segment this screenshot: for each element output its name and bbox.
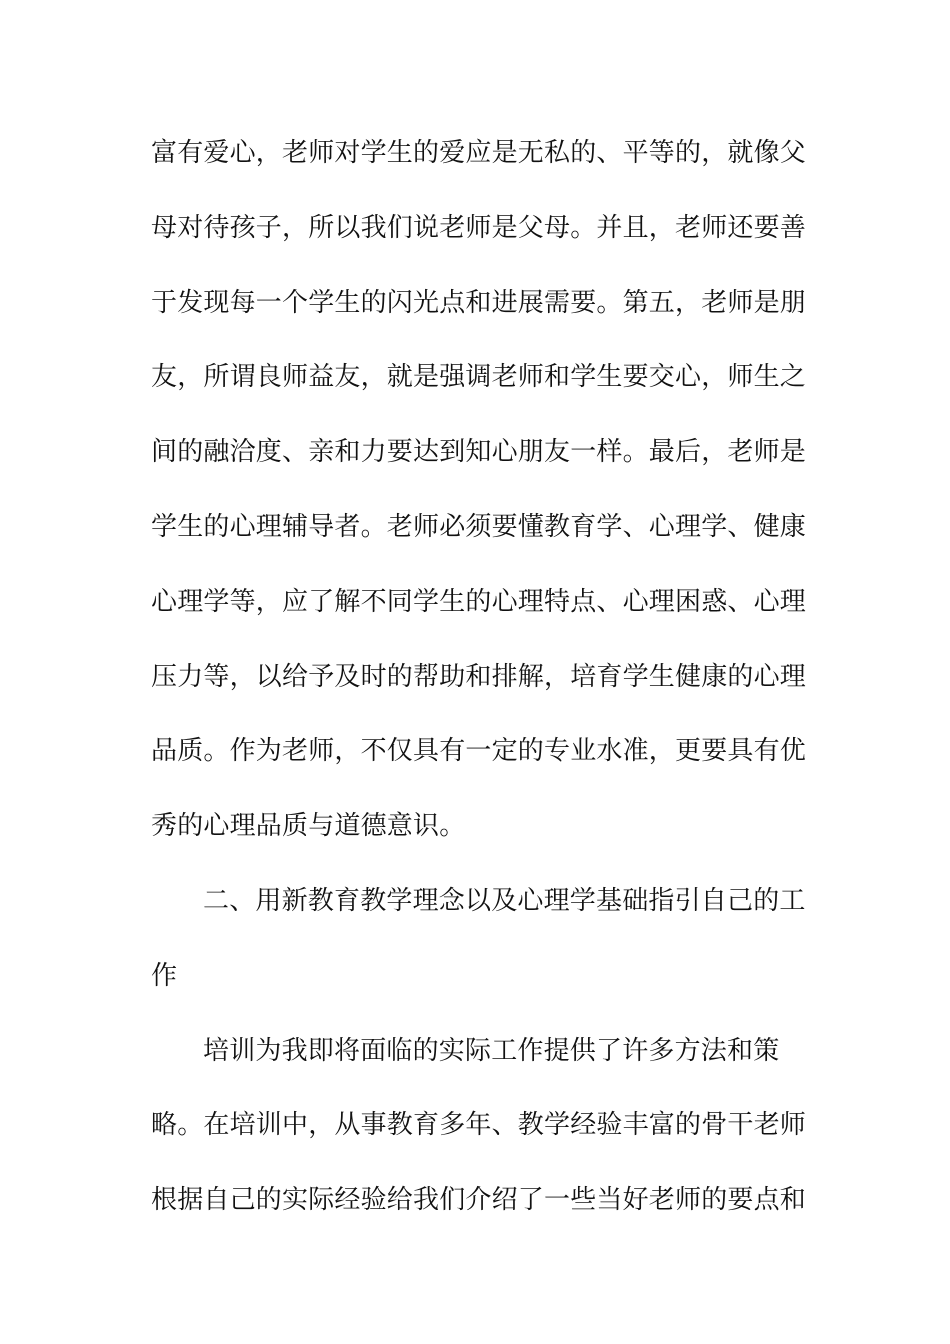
text-line: 母对待孩子，所以我们说老师是父母。并且，老师还要善	[151, 212, 807, 243]
text-line: 品质。作为老师，不仅具有一定的专业水准，更要具有优	[151, 736, 807, 767]
text-line: 培训为我即将面临的实际工作提供了许多方法和策	[203, 1035, 780, 1066]
text-line: 富有爱心，老师对学生的爱应是无私的、平等的，就像父	[151, 138, 807, 168]
text-line: 略。在培训中，从事教育多年、教学经验丰富的骨干老师	[151, 1110, 807, 1141]
text-line: 压力等，以给予及时的帮助和排解，培育学生健康的心理	[151, 661, 807, 692]
text-line: 心理学等，应了解不同学生的心理特点、心理困惑、心理	[151, 586, 807, 617]
text-line: 友，所谓良师益友，就是强调老师和学生要交心，师生之	[151, 362, 807, 393]
text-line: 于发现每一个学生的闪光点和进展需要。第五，老师是朋	[151, 287, 807, 318]
text-line: 学生的心理辅导者。老师必须要懂教育学、心理学、健康	[151, 511, 807, 542]
text-line: 间的融洽度、亲和力要达到知心朋友一样。最后，老师是	[151, 437, 807, 468]
section-heading-line: 作	[151, 960, 178, 991]
text-line: 根据自己的实际经验给我们介绍了一些当好老师的要点和	[151, 1185, 807, 1216]
text-line: 秀的心理品质与道德意识。	[151, 811, 466, 842]
document-body	[151, 128, 807, 1250]
section-heading-line: 二、用新教育教学理念以及心理学基础指引自己的工	[203, 885, 806, 916]
